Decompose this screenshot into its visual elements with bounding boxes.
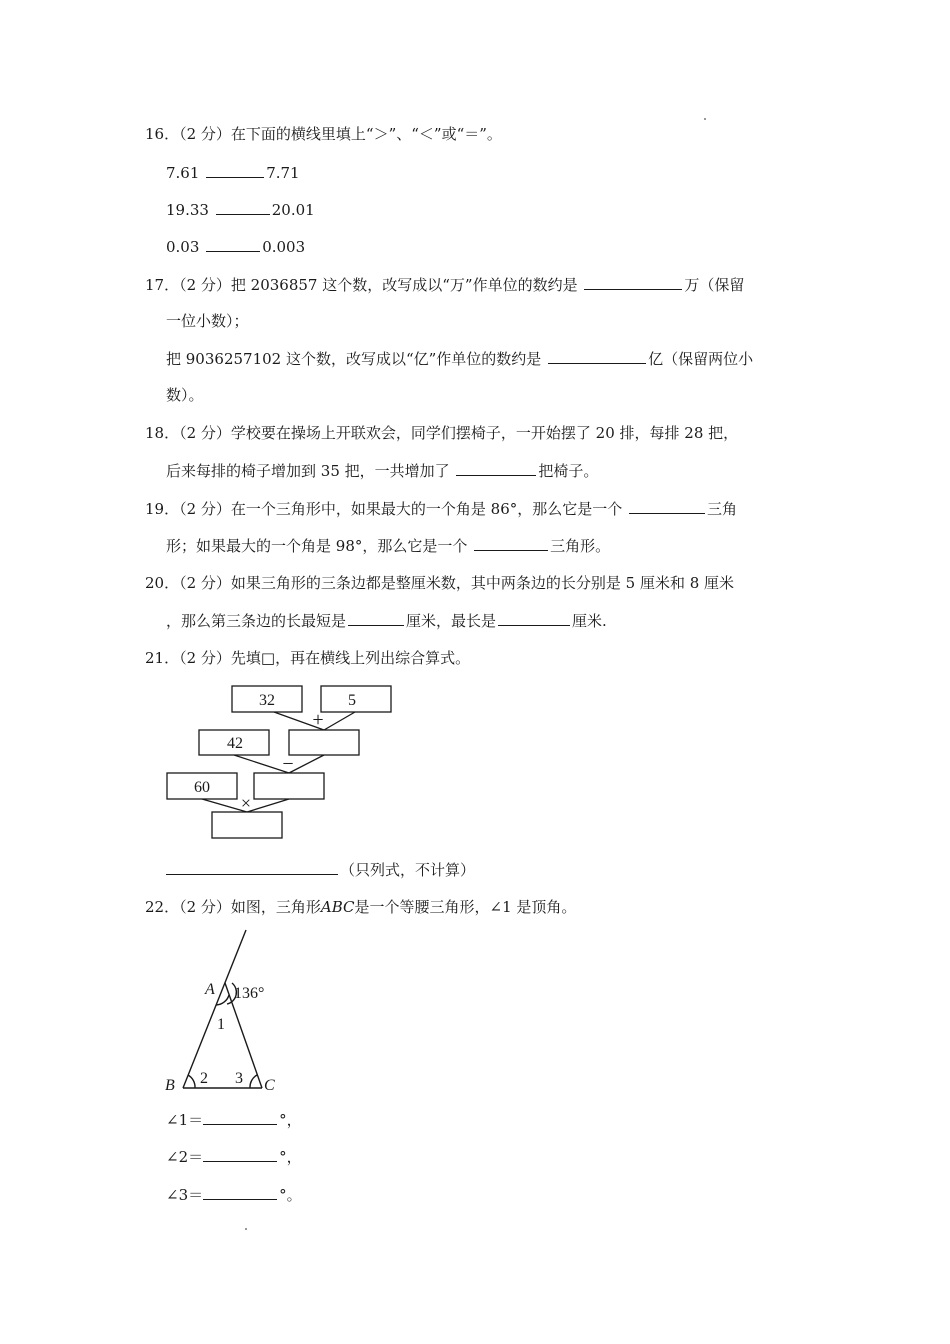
q16-stem: 16．（2 分）在下面的横线里填上“＞”、“＜”或“＝”。 [145,125,502,143]
answer-blank[interactable] [203,1109,277,1125]
q17-line-1: 17．（2 分）把 2036857 这个数，改写成以“万”作单位的数约是 万（保留 [145,276,745,294]
q20-line-1: 20．（2 分）如果三角形的三条边都是整厘米数，其中两条边的长分别是 5 厘米和 8 厘米 [145,574,735,592]
q17-line-4: 数）。 [166,386,204,404]
q22-stem: 22．（2 分）如图，三角形ABC是一个等腰三角形，∠1 是顶角。 [145,898,577,916]
angle-2-arc [188,1075,195,1088]
vertex-label-c: C [264,1077,275,1094]
q17-line-2: 一位小数）； [166,312,249,330]
box-value: 5 [348,692,356,709]
angle-1-label: 1 [217,1016,225,1033]
angle-2-label: 2 [200,1070,208,1087]
angle-3-arc [250,1075,257,1088]
box-value: 60 [194,779,210,796]
q18-line-1: 18．（2 分）学校要在操场上开联欢会，同学们摆椅子，一开始摆了 20 排，每排 28 把， [145,424,739,442]
extended-side-line [183,930,246,1088]
q22-answer-3: ∠3＝ °。 [166,1186,302,1204]
q22-answer-2: ∠2＝ °， [166,1148,302,1166]
exterior-angle-label: 136° [234,985,265,1002]
plus-operator: + [312,709,324,731]
q16-item-2: 19.33 20.01 [166,201,315,219]
q22-answer-1: ∠1＝ °， [166,1111,302,1129]
multiply-operator: × [240,793,252,813]
scan-speck [245,1228,247,1230]
box-value: 42 [227,735,243,752]
q18-line-2: 后来每排的椅子增加到 35 把，一共增加了 把椅子。 [166,462,599,480]
q17-line-3: 把 9036257102 这个数，改写成以“亿”作单位的数约是 亿（保留两位小 [166,350,754,368]
answer-blank[interactable] [203,1146,277,1162]
vertex-label-b: B [165,1077,175,1094]
q21-answer-line: （只列式，不计算） [166,859,475,880]
q19-line-1: 19．（2 分）在一个三角形中，如果最大的一个角是 86°，那么它是一个 三角 [145,500,738,518]
angle-3-label: 3 [235,1070,243,1087]
minus-operator: − [282,753,294,775]
vertex-label-a: A [205,981,215,998]
answer-blank[interactable] [203,1184,277,1200]
box-value: 32 [259,692,275,709]
q16-item-1: 7.61 7.71 [166,164,300,182]
q19-line-2: 形；如果最大的一个角是 98°，那么它是一个 三角形。 [166,537,611,555]
q20-line-2: ，那么第三条边的长最短是 厘米，最长是 厘米. [166,612,607,630]
q16-item-3: 0.03 0.003 [166,238,306,256]
q21-stem: 21．（2 分）先填□，再在横线上列出综合算式。 [145,649,471,667]
